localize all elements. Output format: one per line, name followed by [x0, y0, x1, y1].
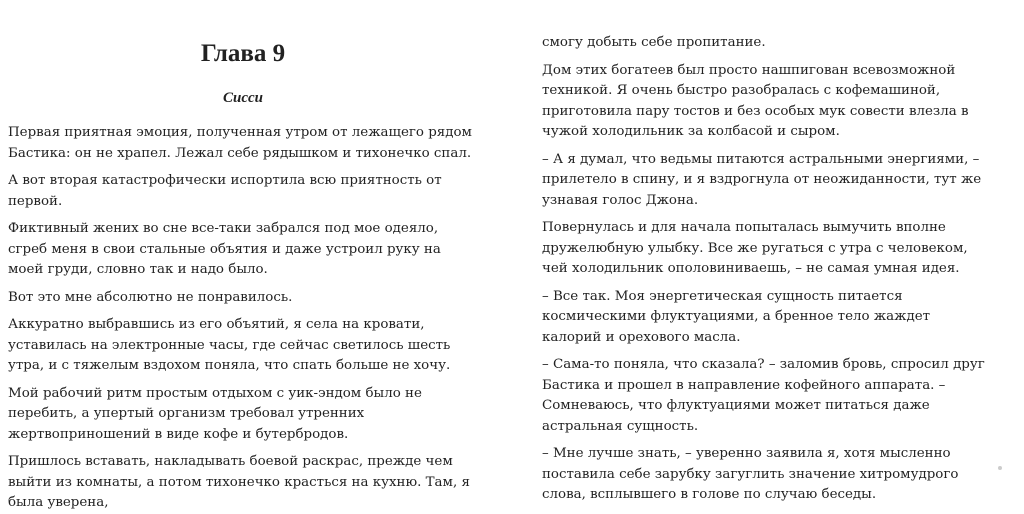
paragraph: Мой рабочий ритм простым отдыхом с уик-эндом было не перебить, а упертый организм требовал утренних жертвоприношений в виде кофе и бутербродов. — [8, 385, 422, 442]
paragraph: – А я думал, что ведьмы питаются астральными энергиями, – прилетело в спину, и я вздрогнула от неожиданности, тут же узнавая голос Джона. — [542, 151, 982, 208]
paragraph: – Мне лучше знать, – уверенно заявила я, хотя мысленно поставила себе зарубку загуглить значение хитромудрого слова, всплывшего в голове по случаю беседы. — [542, 446, 959, 502]
paragraph: Аккуратно выбравшись из его объятий, я села на кровати, уставилась на электронные часы, где сейчас светилось шесть утра, и с тяжелым вздохом поняла, что спать больше не хочу. — [8, 317, 451, 373]
chapter-subtitle: Сисси — [222, 90, 263, 106]
page-marker-dot — [998, 466, 1002, 470]
left-page-text — [8, 123, 478, 514]
paragraph: Повернулась и для начала попыталась вымучить вполне дружелюбную улыбку. Все же ругаться с утра с человеком, чей холодильник ополовиниваешь, – не самая умная идея. — [542, 220, 968, 276]
paragraph: Пришлось вставать, накладывать боевой раскрас, прежде чем выйти из комнаты, а потом тихонечко красться на кухню. Там, я была уверена, — [8, 454, 470, 510]
paragraph: Дом этих богатеев был просто нашпигован всевозможной техникой. Я очень быстро разобралась с кофемашиной, приготовила пару тостов и без особых мук совести влезла в чужой холодильник за колбасой и сыром. — [542, 62, 969, 139]
left-page — [8, 0, 478, 510]
chapter-title: Глава 9 — [200, 40, 286, 67]
paragraph: Первая приятная эмоция, полученная утром от лежащего рядом Бастика: он не храпел. Лежал себе рядышком и тихонечко спал. — [8, 125, 472, 161]
right-page — [542, 0, 992, 500]
right-page-text — [542, 33, 992, 506]
paragraph: – Сама-то поняла, что сказала? – заломив бровь, спросил друг Бастика и прошел в направление кофейного аппарата. – Сомневаюсь, что флуктуациями может питаться даже астральная сущность. — [542, 357, 985, 434]
paragraph: – Все так. Моя энергетическая сущность питается космическими флуктуациями, а бренное тело жаждет калорий и орехового масла. — [542, 288, 931, 345]
paragraph: Вот это мне абсолютно не понравилось. — [8, 289, 293, 305]
paragraph: А вот вторая катастрофически испортила всю приятность от первой. — [8, 173, 442, 209]
paragraph: смогу добыть себе пропитание. — [542, 35, 766, 50]
paragraph: Фиктивный жених во сне все-таки забрался под мое одеяло, сгреб меня в свои стальные объятия и даже устроил руку на моей груди, словно так и надо было. — [8, 221, 441, 277]
